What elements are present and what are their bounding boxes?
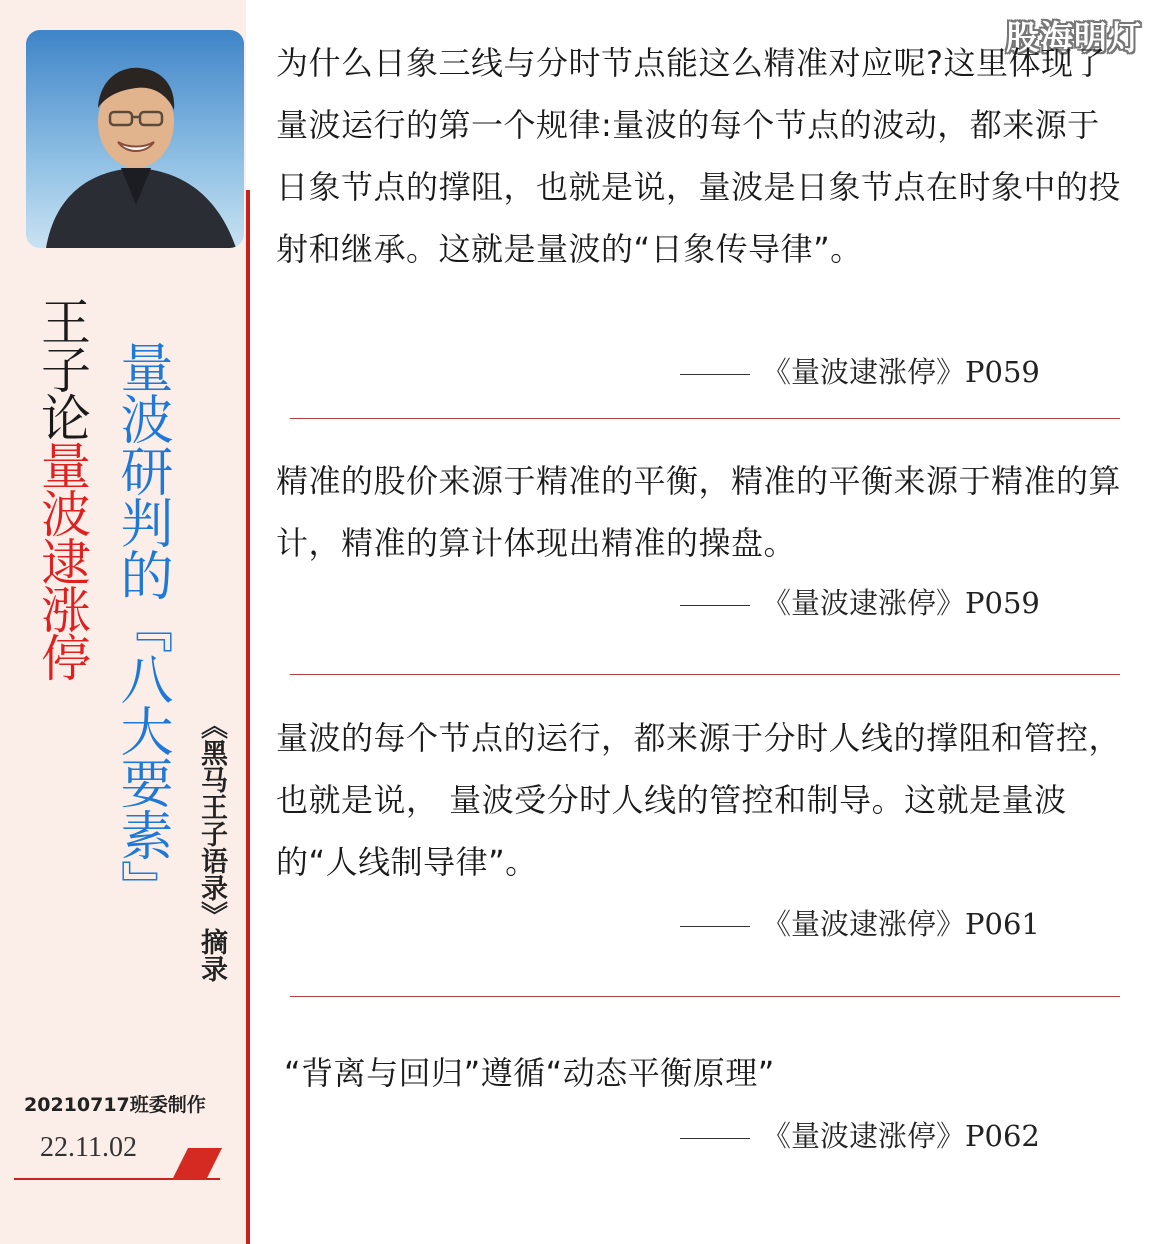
main-title	[34, 296, 90, 680]
divider	[290, 996, 1120, 997]
author-photo	[26, 30, 244, 248]
quote-4-source-text: 《量波逮涨停》P062	[762, 1119, 1040, 1153]
maker-label: 20210717班委制作	[24, 1094, 206, 1116]
quote-2-source	[680, 581, 1040, 622]
source-dash	[680, 605, 750, 606]
quote-2-text: 精准的股价来源于精准的平衡，精准的平衡来源于精准的算计，精准的算计体现出精准的操盘。	[276, 462, 1122, 562]
quote-1-source-text: 《量波逮涨停》P059	[762, 355, 1040, 389]
quote-4-source	[680, 1114, 1040, 1155]
quote-3-text: 量波的每个节点的运行，都来源于分时人线的撑阻和管控，也就是说， 量波受分时人线的管控和制导。这就是量波的“人线制导律”。	[276, 719, 1122, 881]
divider	[290, 674, 1120, 675]
sidebar-red-rule	[246, 190, 250, 1244]
main-title-black: 王子论	[33, 296, 91, 440]
quote-4-text: “背离与回归”遵循“动态平衡原理”	[284, 1054, 775, 1092]
source-dash	[680, 1138, 750, 1139]
quote-2-source-text: 《量波逮涨停》P059	[762, 586, 1040, 620]
divider	[290, 418, 1120, 419]
source-dash	[680, 926, 750, 927]
sub-title: 量波研判的『八大要素』	[112, 340, 173, 912]
date-slash-mark	[172, 1148, 222, 1180]
quote-1-source	[680, 350, 1040, 391]
source-dash	[680, 374, 750, 375]
date-label: 22.11.02	[40, 1132, 137, 1163]
quote-1-text: 为什么日象三线与分时节点能这么精准对应呢?这里体现了量波运行的第一个规律:量波的每个节点的波动，都来源于日象节点的撑阻，也就是说，量波是日象节点在时象中的投射和继承。这就是量波的“日象传导律”。	[276, 44, 1122, 268]
book-note: 《黑马王子语录》摘录	[196, 712, 227, 982]
quote-3-source	[680, 902, 1040, 943]
main-title-red: 量波逮涨停	[33, 440, 91, 680]
watermark: 股海明灯	[1006, 18, 1142, 57]
quote-3-source-text: 《量波逮涨停》P061	[762, 907, 1040, 941]
